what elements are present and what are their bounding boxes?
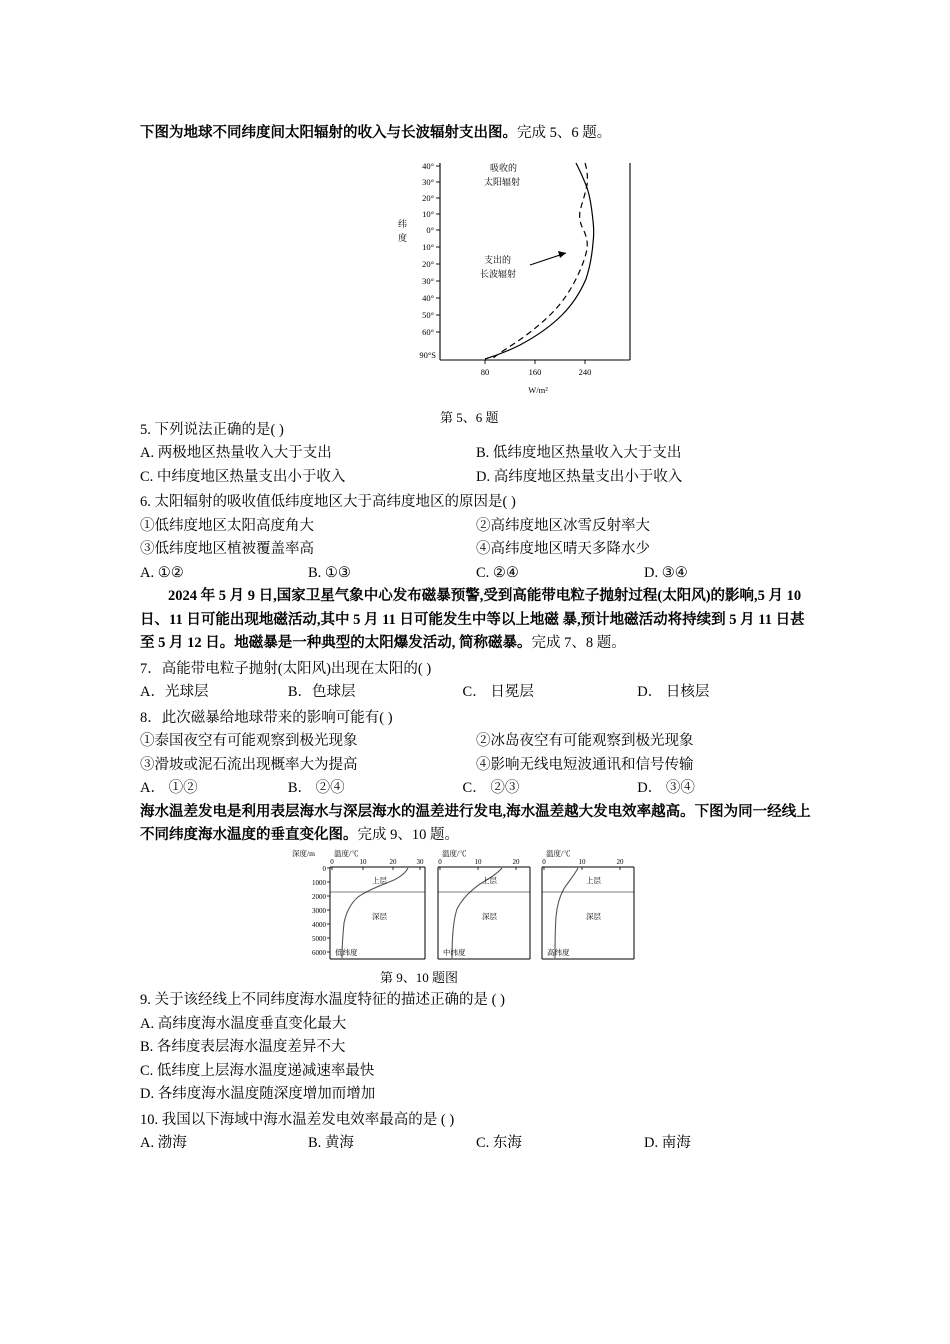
question-8-statement-1: ①泰国夜空有可能观察到极光现象: [140, 733, 358, 750]
svg-text:160: 160: [528, 366, 542, 377]
question-9-stem: 9. 关于该经线上不同纬度海水温度特征的描述正确的是 ( ): [140, 992, 505, 1009]
question-10: [140, 1109, 812, 1156]
svg-text:50°: 50°: [422, 309, 434, 320]
question-5-option-d[interactable]: D. 高纬度地区热量支出小于收入: [476, 468, 683, 485]
svg-text:10°: 10°: [422, 208, 434, 219]
question-6-statement-4: ④高纬度地区晴天多降水少: [476, 541, 650, 558]
intro-5-6-bold: 下图为地球不同纬度间太阳辐射的收入与长波辐射支出图。: [140, 124, 517, 141]
question-7: [140, 658, 812, 705]
figure-2-panel1-title: 低纬度: [335, 948, 358, 958]
figure-2-panel-mid-latitude: [438, 848, 530, 959]
question-8-stem: 8．此次磁暴给地球带来的影响可能有( ): [140, 709, 393, 726]
svg-text:度: 度: [398, 232, 408, 243]
svg-text:20°: 20°: [422, 192, 434, 203]
figure-2-panel-low-latitude: [330, 848, 425, 959]
figure-1-radiation-chart: [380, 155, 650, 405]
svg-text:60°: 60°: [422, 326, 434, 337]
question-8-statements-row-1: [140, 730, 812, 753]
svg-text:10: 10: [359, 858, 367, 867]
svg-text:5000: 5000: [312, 935, 326, 944]
svg-text:80: 80: [480, 366, 490, 377]
svg-text:0: 0: [438, 858, 442, 867]
intro-7-8-rest: 完成 7、8 题。: [531, 635, 626, 652]
question-9-option-b[interactable]: B. 各纬度表层海水温度差异不大: [140, 1039, 346, 1056]
question-10-option-a[interactable]: A. 渤海: [140, 1135, 187, 1152]
question-6-statement-2: ②高纬度地区冰雪反射率大: [476, 517, 650, 534]
question-10-stem: 10. 我国以下海域中海水温差发电效率最高的是 ( ): [140, 1111, 455, 1128]
svg-text:10°: 10°: [422, 241, 434, 252]
figure-2-depth-axis-label: 深度/m: [292, 849, 315, 859]
svg-text:0: 0: [542, 858, 546, 867]
question-6-options: [140, 562, 812, 585]
svg-text:3000: 3000: [312, 907, 326, 916]
intro-paragraph-5-6: [140, 123, 812, 145]
question-6-statement-3: ③低纬度地区植被覆盖率高: [140, 541, 314, 558]
figure-1-caption: 第 5、6 题: [440, 409, 499, 425]
question-7-option-a[interactable]: A．光球层: [140, 684, 209, 701]
figure-2-caption: 第 9、10 题图: [380, 970, 459, 986]
question-8-options: [140, 777, 812, 800]
intro-5-6-rest: 完成 5、6 题。: [517, 124, 612, 141]
figure-2-panel2-deep-label: 深层: [482, 912, 497, 922]
svg-text:温度/℃: 温度/℃: [546, 849, 571, 859]
question-5-stem: 5. 下列说法正确的是( ): [140, 421, 284, 438]
question-10-options: [140, 1132, 812, 1155]
question-9-option-c[interactable]: C. 低纬度上层海水温度递减速率最快: [140, 1062, 375, 1079]
question-8-option-d[interactable]: D． ③④: [637, 780, 695, 797]
question-8-statement-3: ③滑坡或泥石流出现概率大为提高: [140, 756, 358, 773]
question-7-option-c[interactable]: C． 日冕层: [462, 684, 534, 701]
figure-1-label-emitted-line2: 长波辐射: [480, 268, 517, 279]
question-6-option-b[interactable]: B. ①③: [308, 564, 351, 581]
ocean-temp-svg: [290, 847, 680, 972]
figure-2-panel2-title: 中纬度: [443, 948, 466, 958]
figure-2-panel2-upper-label: 上层: [482, 876, 497, 886]
svg-text:温度/℃: 温度/℃: [334, 849, 359, 859]
svg-text:40°: 40°: [422, 160, 434, 171]
radiation-chart-svg: [380, 155, 650, 405]
svg-text:90°S: 90°S: [419, 349, 436, 360]
intro-paragraph-7-8: [140, 585, 812, 655]
question-10-option-d[interactable]: D. 南海: [644, 1135, 691, 1152]
question-5-options-row-2: [140, 466, 812, 489]
figure-2-panel3-title: 高纬度: [547, 948, 570, 958]
intro-9-10-bold-line2: 下图为同一经线上不同纬度海水温度的垂直变化图。: [140, 803, 811, 843]
svg-text:温度/℃: 温度/℃: [442, 849, 467, 859]
question-8-option-b[interactable]: B． ②④: [287, 780, 345, 797]
question-8: [140, 707, 812, 801]
question-9-option-d[interactable]: D. 各纬度海水温度随深度增加而增加: [140, 1086, 376, 1103]
question-9-option-a[interactable]: A. 高纬度海水温度垂直变化最大: [140, 1015, 347, 1032]
figure-1-y-axis-label: 纬: [398, 218, 408, 229]
svg-text:20: 20: [512, 858, 520, 867]
svg-text:20: 20: [389, 858, 397, 867]
svg-text:10: 10: [578, 858, 586, 867]
figure-2-panel3-upper-label: 上层: [586, 876, 601, 886]
question-8-statement-4: ④影响无线电短波通讯和信号传输: [476, 756, 694, 773]
figure-2-panel1-deep-label: 深层: [372, 912, 387, 922]
question-7-options: [140, 681, 812, 704]
question-9: [140, 989, 812, 1106]
question-5-options-row-1: [140, 442, 812, 465]
svg-text:40°: 40°: [422, 292, 434, 303]
question-6-statements-row-2: [140, 538, 812, 561]
intro-9-10-bold-line1: 海水温差发电是利用表层海水与深层海水的温差进行发电,海水温差越大发电效率越高。: [140, 803, 695, 820]
question-6-option-a[interactable]: A. ①②: [140, 564, 184, 581]
svg-text:30: 30: [416, 858, 424, 867]
intro-7-8-bold: 2024 年 5 月 9 日,国家卫星气象中心发布磁暴预警,受到高能带电粒子抛射过程(太阳风)的影响,5 月 10 日、11 日可能出现地磁活动,其中 5 月 11 日可能发生中等以上地磁 暴,预计地磁活动将持续到 5 月 11 日甚至 5 月 12 日。地磁暴是一种典型的太阳爆发活动, 简称磁暴。: [140, 588, 805, 652]
svg-text:240: 240: [578, 366, 592, 377]
figure-1-label-emitted-line1: 支出的: [484, 254, 512, 265]
svg-text:0: 0: [330, 858, 334, 867]
question-6: [140, 491, 812, 585]
intro-paragraph-9-10: [140, 801, 812, 848]
svg-text:W/m²: W/m²: [528, 384, 548, 395]
question-6-option-c[interactable]: C. ②④: [476, 564, 519, 581]
question-6-option-d[interactable]: D. ③④: [644, 564, 688, 581]
question-6-stem: 6. 太阳辐射的吸收值低纬度地区大于高纬度地区的原因是( ): [140, 494, 516, 511]
question-7-stem: 7．高能带电粒子抛射(太阳风)出现在太阳的( ): [140, 660, 432, 677]
question-10-option-c[interactable]: C. 东海: [476, 1135, 522, 1152]
question-8-option-a[interactable]: A． ①②: [140, 780, 198, 797]
question-7-option-d[interactable]: D． 日核层: [637, 684, 710, 701]
question-8-statement-2: ②冰岛夜空有可能观察到极光现象: [476, 733, 694, 750]
figure-2-panel3-deep-label: 深层: [586, 912, 601, 922]
question-8-statements-row-2: [140, 754, 812, 777]
svg-text:20°: 20°: [422, 258, 434, 269]
intro-9-10-rest: 完成 9、10 题。: [357, 826, 459, 843]
svg-text:6000: 6000: [312, 949, 326, 958]
document-content: [140, 108, 812, 1156]
question-6-statements-row-1: [140, 515, 812, 538]
svg-text:0°: 0°: [426, 224, 434, 235]
question-5-option-a[interactable]: A. 两极地区热量收入大于支出: [140, 445, 332, 462]
figure-1-label-absorbed-line1: 吸收的: [490, 162, 518, 173]
svg-text:0: 0: [322, 865, 326, 874]
svg-text:2000: 2000: [312, 893, 326, 902]
question-6-statement-1: ①低纬度地区太阳高度角大: [140, 517, 314, 534]
svg-text:30°: 30°: [422, 275, 434, 286]
question-5-option-b[interactable]: B. 低纬度地区热量收入大于支出: [476, 445, 682, 462]
figure-1-label-absorbed-line2: 太阳辐射: [484, 176, 521, 187]
question-5: [140, 419, 812, 489]
figure-2-panel-high-latitude: [542, 848, 634, 959]
svg-text:30°: 30°: [422, 176, 434, 187]
question-8-option-c[interactable]: C． ②③: [462, 780, 520, 797]
figure-1-wrapper: [140, 155, 812, 425]
figure-2-panel1-upper-label: 上层: [372, 876, 387, 886]
figure-2-ocean-temperature-chart: [290, 847, 680, 972]
svg-text:1000: 1000: [312, 879, 326, 888]
question-10-option-b[interactable]: B. 黄海: [308, 1135, 354, 1152]
svg-text:20: 20: [616, 858, 624, 867]
question-5-option-c[interactable]: C. 中纬度地区热量支出小于收入: [140, 468, 346, 485]
question-7-option-b[interactable]: B．色球层: [287, 684, 356, 701]
figure-2-wrapper: [140, 847, 812, 987]
svg-text:4000: 4000: [312, 921, 326, 930]
svg-text:10: 10: [474, 858, 482, 867]
